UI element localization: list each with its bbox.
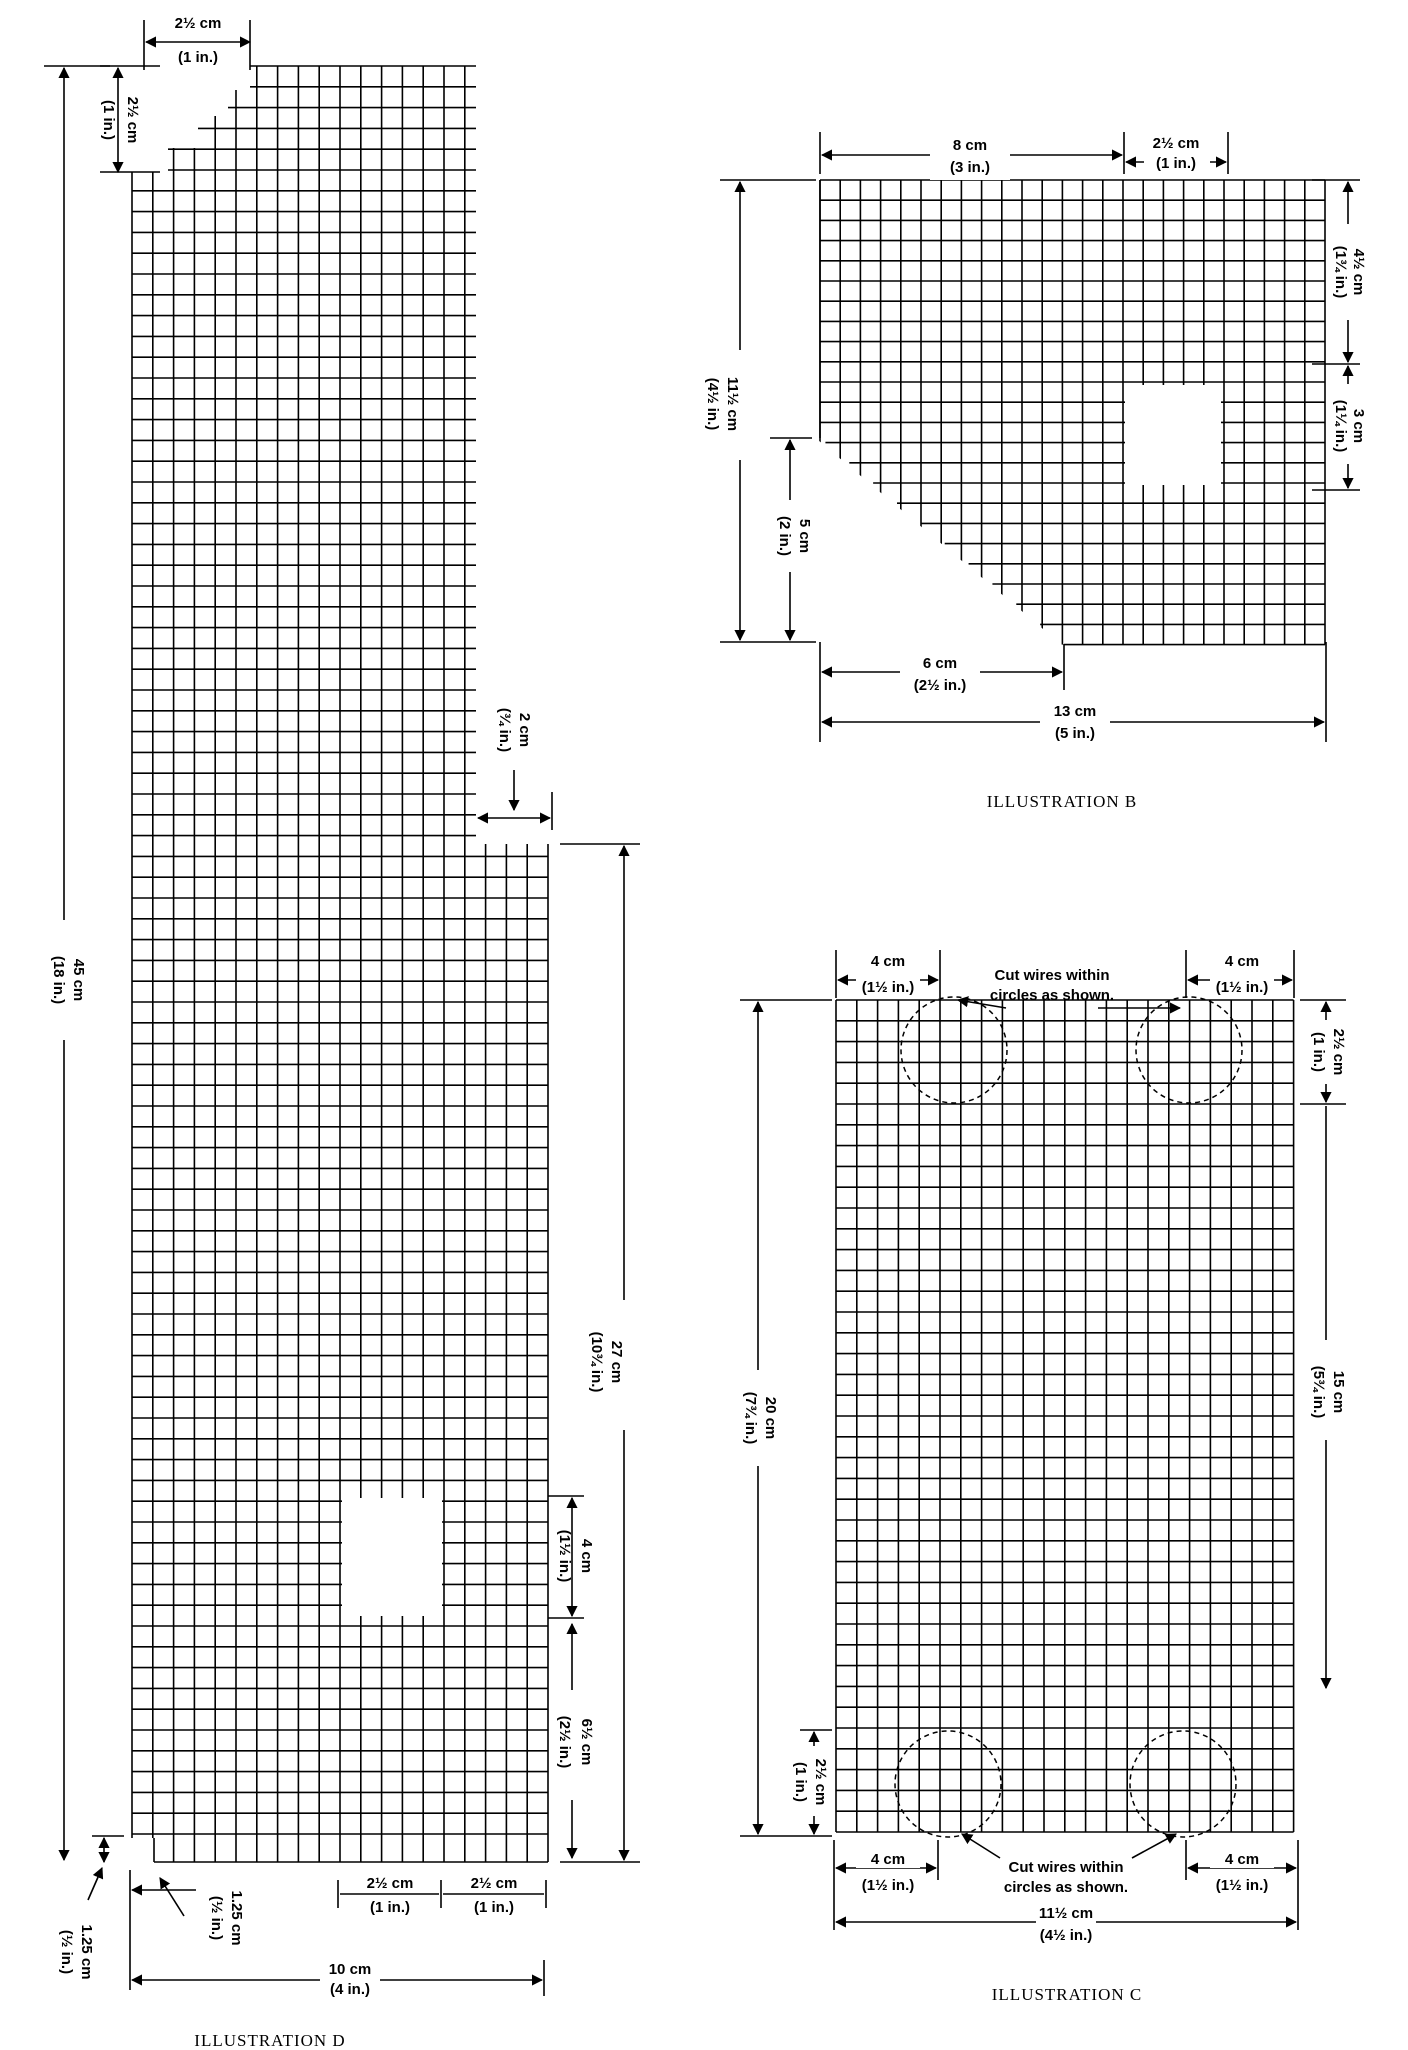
d-b2h-b-label-in: (1 in.) [474,1899,514,1916]
c-bot-r-label: 4 cm [1224,1851,1260,1868]
d-45-label-in: (18 in.) [50,955,67,1005]
c-top-r-label: 4 cm [1224,953,1260,970]
b-5-label-in: (2 in.) [776,516,793,556]
c-r2h-label-in: (1 in.) [1310,1032,1327,1072]
c-top-l-label-in: (1½ in.) [861,979,915,996]
c-note-top-2: circles as shown. [989,987,1115,1004]
b-4h-label: 4½ cm [1350,248,1367,296]
c-bot-r-label-in: (1½ in.) [1215,1877,1269,1894]
d-27-label: 27 cm [608,1340,625,1384]
b-2h-label-in: (1 in.) [1156,155,1196,172]
d-45-label: 45 cm [70,958,87,1002]
c-note-bottom-1: Cut wires within [1008,1859,1124,1876]
b-13-label-in: (5 in.) [1055,725,1095,742]
hole-b [1125,385,1221,485]
d-top-label-in: (1 in.) [178,49,218,66]
d-top-label: 2½ cm [174,15,222,32]
cut-circle-bottom-right [1130,1731,1236,1837]
cut-circle-bottom-left [895,1731,1001,1837]
illustration-d [44,15,640,2050]
c-15-label-in: (5¾ in.) [1310,1365,1327,1419]
d-b2h-a-label: 2½ cm [366,1875,414,1892]
b-11h-label: 11½ cm [724,376,741,432]
b-3-label-in: (1¼ in.) [1332,399,1349,453]
c-20-label: 20 cm [762,1396,779,1440]
c-top-r-label-in: (1½ in.) [1215,979,1269,996]
d-left-label-in: (1 in.) [100,100,117,140]
b-11h-label-in: (4½ in.) [704,377,721,431]
mesh-grid-d [132,66,548,1862]
c-bot-l-label: 4 cm [870,1851,906,1868]
caption-d: ILLUSTRATION D [194,2031,346,2050]
d-b2h-b-label: 2½ cm [470,1875,518,1892]
c-top-l-label: 4 cm [870,953,906,970]
c-11h-label: 11½ cm [1038,1905,1094,1922]
b-8-label-in: (3 in.) [950,159,990,176]
c-note-bottom-2: circles as shown. [1003,1879,1129,1896]
caption-b: ILLUSTRATION B [986,792,1138,811]
c-r2h-label: 2½ cm [1330,1028,1347,1076]
illustration-b [704,132,1368,811]
c-note-top-1: Cut wires within [994,967,1110,984]
c-20-label-in: (7¾ in.) [742,1391,759,1445]
b-6-label: 6 cm [922,655,958,672]
b-3-label: 3 cm [1350,408,1367,444]
d-10-label: 10 cm [328,1961,372,1978]
c-l2h-label: 2½ cm [812,1758,829,1806]
hole-d [342,1498,442,1616]
b-5-label: 5 cm [796,518,813,554]
caption-c: ILLUSTRATION C [991,1985,1143,2004]
b-6-label-in: (2½ in.) [913,677,967,694]
d-bl-label: 1.25 cm [78,1924,95,1980]
d-4-label-in: (1½ in.) [556,1529,573,1583]
cut-circle-top-left [901,997,1007,1103]
b-8-label: 8 cm [952,137,988,154]
c-l2h-label-in: (1 in.) [792,1762,809,1802]
d-6h-label: 6½ cm [578,1718,595,1766]
c-bot-l-label-in: (1½ in.) [861,1877,915,1894]
d-notch-label-in: (¾ in.) [496,707,513,753]
illustration-c [740,950,1348,2004]
d-bl-label-in: (½ in.) [58,1929,75,1975]
b-2h-label: 2½ cm [1152,135,1200,152]
d-b2h-a-label-in: (1 in.) [370,1899,410,1916]
d-10-label-in: (4 in.) [330,1981,370,1998]
b-4h-label-in: (1¾ in.) [1332,245,1349,299]
c-15-label: 15 cm [1330,1370,1347,1414]
c-11h-label-in: (4½ in.) [1039,1927,1093,1944]
mesh-grid-c [836,1000,1294,1832]
d-b125-label: 1.25 cm [228,1890,245,1946]
d-b125-label-in: (½ in.) [208,1895,225,1941]
d-notch-label: 2 cm [516,712,533,748]
mesh-grid-b [818,180,1325,647]
d-4-label: 4 cm [578,1538,595,1574]
d-6h-label-in: (2½ in.) [556,1715,573,1769]
b-13-label: 13 cm [1053,703,1097,720]
d-27-label-in: (10¾ in.) [588,1331,605,1393]
d-left-label: 2½ cm [124,96,141,144]
